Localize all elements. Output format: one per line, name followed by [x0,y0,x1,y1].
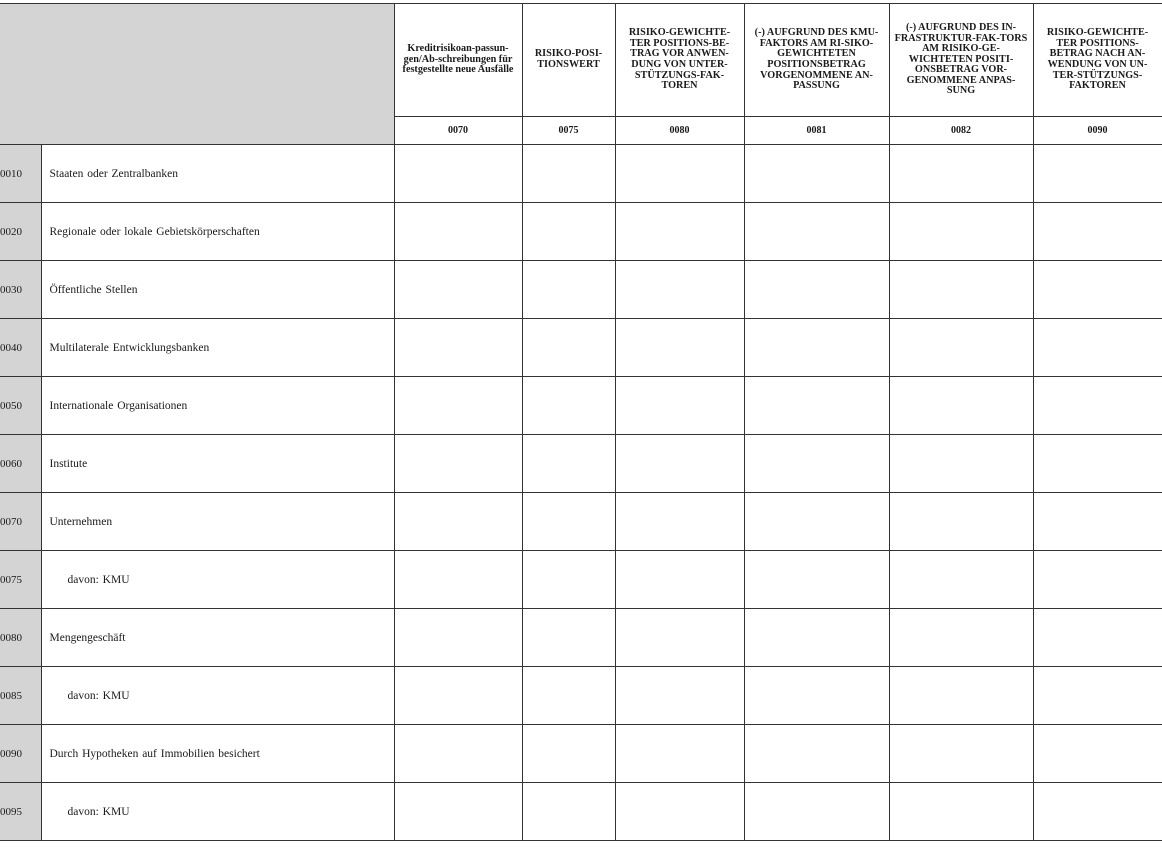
data-cell[interactable] [1033,203,1162,261]
table-row [0,725,1162,783]
data-cell[interactable] [1033,261,1162,319]
data-cell[interactable] [394,551,522,609]
data-cell[interactable] [744,725,889,783]
data-cell[interactable] [889,783,1033,841]
data-cell[interactable] [744,667,889,725]
data-cell[interactable] [615,783,744,841]
data-cell[interactable] [744,551,889,609]
row-code: 0085 [0,667,41,725]
data-cell[interactable] [615,551,744,609]
data-cell[interactable] [394,609,522,667]
data-cell[interactable] [889,377,1033,435]
column-code: 0082 [889,117,1033,145]
data-cell[interactable] [1033,783,1162,841]
data-cell[interactable] [889,609,1033,667]
data-cell[interactable] [394,261,522,319]
data-cell[interactable] [394,783,522,841]
data-cell[interactable] [744,493,889,551]
data-cell[interactable] [522,203,615,261]
row-code: 0010 [0,145,41,203]
data-cell[interactable] [889,551,1033,609]
table-body [0,145,1162,841]
data-cell[interactable] [522,551,615,609]
column-code: 0080 [615,117,744,145]
data-cell[interactable] [615,609,744,667]
data-cell[interactable] [889,493,1033,551]
header-row [0,4,1162,117]
data-cell[interactable] [1033,551,1162,609]
data-cell[interactable] [522,783,615,841]
table-row [0,319,1162,377]
data-cell[interactable] [889,145,1033,203]
column-code: 0075 [522,117,615,145]
row-label: Internationale Organisationen [41,377,394,435]
row-code: 0030 [0,261,41,319]
data-cell[interactable] [889,319,1033,377]
data-cell[interactable] [889,725,1033,783]
data-cell[interactable] [889,667,1033,725]
data-cell[interactable] [522,725,615,783]
data-cell[interactable] [889,435,1033,493]
data-cell[interactable] [615,725,744,783]
reporting-template-table [0,3,1162,841]
data-cell[interactable] [615,319,744,377]
table-row [0,377,1162,435]
data-cell[interactable] [1033,145,1162,203]
column-header: RISIKO-GEWICHTE-TER POSITIONS-BETRAG NACH AN-WENDUNG VON UN-TER-STÜTZUNGS-FAKTOREN [1033,4,1162,117]
data-cell[interactable] [744,377,889,435]
data-cell[interactable] [744,145,889,203]
table-row [0,203,1162,261]
data-cell[interactable] [394,319,522,377]
data-cell[interactable] [615,261,744,319]
column-code: 0090 [1033,117,1162,145]
row-label: davon: KMU [41,551,394,609]
row-label: davon: KMU [41,667,394,725]
column-header: (-) AUFGRUND DES IN-FRASTRUKTUR-FAK-TORS AM RISIKO-GE-WICHTETEN POSITI-ONSBETRAG VOR-GENOMMENE ANPAS-SUNG [889,4,1033,117]
data-cell[interactable] [889,203,1033,261]
data-cell[interactable] [522,667,615,725]
row-code: 0040 [0,319,41,377]
data-cell[interactable] [615,377,744,435]
column-header: RISIKO-POSI-TIONSWERT [522,4,615,117]
data-cell[interactable] [744,783,889,841]
row-label: Öffentliche Stellen [41,261,394,319]
data-cell[interactable] [394,493,522,551]
data-cell[interactable] [1033,725,1162,783]
header-corner [0,4,394,145]
data-cell[interactable] [1033,377,1162,435]
data-cell[interactable] [394,667,522,725]
column-code: 0070 [394,117,522,145]
column-header: RISIKO-GEWICHTE-TER POSITIONS-BE-TRAG VOR ANWEN-DUNG VON UNTER-STÜTZUNGS-FAK-TOREN [615,4,744,117]
column-code: 0081 [744,117,889,145]
table-row [0,783,1162,841]
row-label: Institute [41,435,394,493]
data-cell[interactable] [522,377,615,435]
data-cell[interactable] [744,261,889,319]
row-label: davon: KMU [41,783,394,841]
data-cell[interactable] [615,203,744,261]
data-cell[interactable] [615,145,744,203]
row-label: Mengengeschäft [41,609,394,667]
data-cell[interactable] [394,203,522,261]
table-row [0,667,1162,725]
data-cell[interactable] [615,667,744,725]
table-row [0,145,1162,203]
data-cell[interactable] [615,493,744,551]
row-code: 0075 [0,551,41,609]
data-cell[interactable] [522,435,615,493]
row-code: 0090 [0,725,41,783]
table-row [0,493,1162,551]
table-row [0,551,1162,609]
row-label: Unternehmen [41,493,394,551]
data-cell[interactable] [744,203,889,261]
data-cell[interactable] [522,261,615,319]
row-code: 0070 [0,493,41,551]
row-code: 0095 [0,783,41,841]
data-cell[interactable] [744,319,889,377]
data-cell[interactable] [744,609,889,667]
data-cell[interactable] [394,435,522,493]
row-code: 0060 [0,435,41,493]
table-row [0,435,1162,493]
data-cell[interactable] [744,435,889,493]
data-cell[interactable] [522,319,615,377]
data-cell[interactable] [394,145,522,203]
data-cell[interactable] [394,377,522,435]
data-cell[interactable] [522,609,615,667]
column-header: Kreditrisikoan-passun-gen/Ab-schreibungen für festgestellte neue Ausfälle [394,4,522,117]
table-row [0,609,1162,667]
row-code: 0020 [0,203,41,261]
data-cell[interactable] [1033,435,1162,493]
data-cell[interactable] [1033,609,1162,667]
data-cell[interactable] [889,261,1033,319]
data-cell[interactable] [1033,493,1162,551]
data-cell[interactable] [522,493,615,551]
row-label: Durch Hypotheken auf Immobilien besichert [41,725,394,783]
data-cell[interactable] [394,725,522,783]
row-label: Multilaterale Entwicklungsbanken [41,319,394,377]
data-cell[interactable] [1033,667,1162,725]
row-code: 0050 [0,377,41,435]
column-header: (-) AUFGRUND DES KMU-FAKTORS AM RI-SIKO-GEWICHTETEN POSITIONSBETRAG VORGENOMMENE AN-PASSUNG [744,4,889,117]
row-label: Regionale oder lokale Gebietskörperschaften [41,203,394,261]
data-cell[interactable] [522,145,615,203]
data-cell[interactable] [615,435,744,493]
row-label: Staaten oder Zentralbanken [41,145,394,203]
table-row [0,261,1162,319]
data-cell[interactable] [1033,319,1162,377]
row-code: 0080 [0,609,41,667]
